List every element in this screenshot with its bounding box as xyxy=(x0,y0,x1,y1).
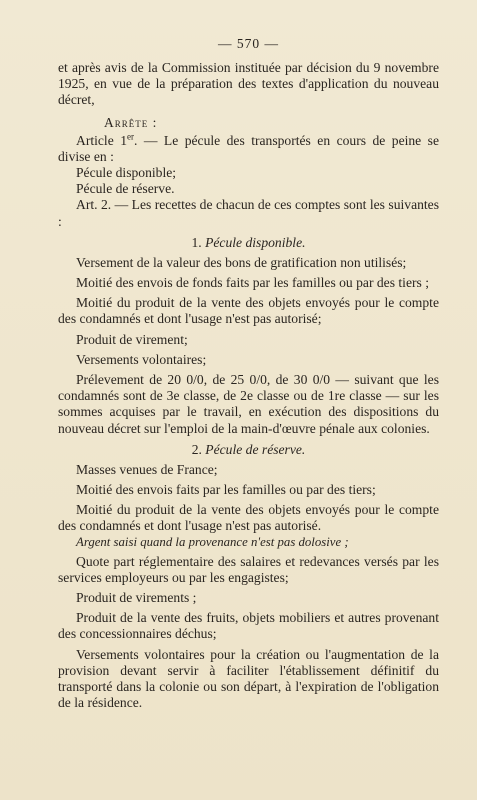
list-item: Masses venues de France; xyxy=(76,461,218,477)
article-1-lead: Article 1 xyxy=(76,132,127,148)
list-item: Produit de virements ; xyxy=(76,590,197,606)
page-number: — 570 — xyxy=(218,36,279,51)
pecule-disponible-line: Pécule disponible; xyxy=(76,165,177,181)
list-item: Quote part réglementaire des salaires et redevances versés par les services employeurs ou par les engagistes; xyxy=(58,553,439,585)
section-2-list xyxy=(58,462,439,712)
article-2: Art. 2. — Les recettes de chacun de ces comptes sont les suivantes : xyxy=(58,197,439,229)
list-item: Moitié du produit de la vente des objets envoyés pour le compte des condamnés et dont l'usage n'est pas autorisé; xyxy=(58,295,439,327)
article-1-text: . — Le pécule des transportés en cours de peine se divise en : xyxy=(58,132,439,164)
list-item: Produit de la vente des fruits, objets mobiliers et autres provenant des concessionnaires déchus; xyxy=(58,610,439,642)
section-1-list xyxy=(58,255,439,437)
intro-paragraph: et après avis de la Commission instituée par décision du 9 novembre 1925, en vue de la préparation des textes d'application du nouveau décret, xyxy=(58,60,439,108)
section-1-heading: Pécule disponible. xyxy=(205,234,306,250)
list-item: Versements volontaires; xyxy=(76,351,207,367)
list-item: Versements volontaires pour la création ou l'augmentation de la provision devant servir à faciliter l'établissement définitif du transporté dans la colonie ou son départ, à l'expiration de l'obligation de la résidence. xyxy=(58,646,439,711)
pecule-reserve-line: Pécule de réserve. xyxy=(76,181,175,197)
list-item: Moitié des envois faits par les familles ou par des tiers; xyxy=(76,482,376,498)
section-1-title xyxy=(58,235,439,251)
article-1 xyxy=(58,133,439,165)
list-item: Prélevement de 20 0/0, de 25 0/0, de 30 0/0 — suivant que les condamnés sont de 3e classe, de 2e classe ou de 1re classe — sur les sommes acquises par le travail, en exécution des dispositions du nouveau décret sur l'emploi de la main-d'œuvre pénale aux colonies. xyxy=(58,372,439,436)
list-item: Moitié du produit de la vente des objets envoyés pour le compte des condamnés et dont l'usage n'est pas autorisé. xyxy=(58,502,439,534)
list-item: Moitié des envois de fonds faits par les familles ou par des tiers ; xyxy=(76,275,429,291)
arrete-heading: Arrête : xyxy=(104,114,158,130)
article-1-sup: er xyxy=(127,131,134,142)
handwritten-note: Argent saisi quand la provenance n'est pas dolosive ; xyxy=(76,534,349,549)
list-item: Produit de virement; xyxy=(76,331,188,347)
section-2-number: 2. xyxy=(191,441,202,457)
list-item: Versement de la valeur des bons de gratification non utilisés; xyxy=(76,254,407,270)
section-2-title xyxy=(58,442,439,458)
section-1-number: 1. xyxy=(191,234,202,250)
section-2-heading: Pécule de réserve. xyxy=(205,441,306,457)
